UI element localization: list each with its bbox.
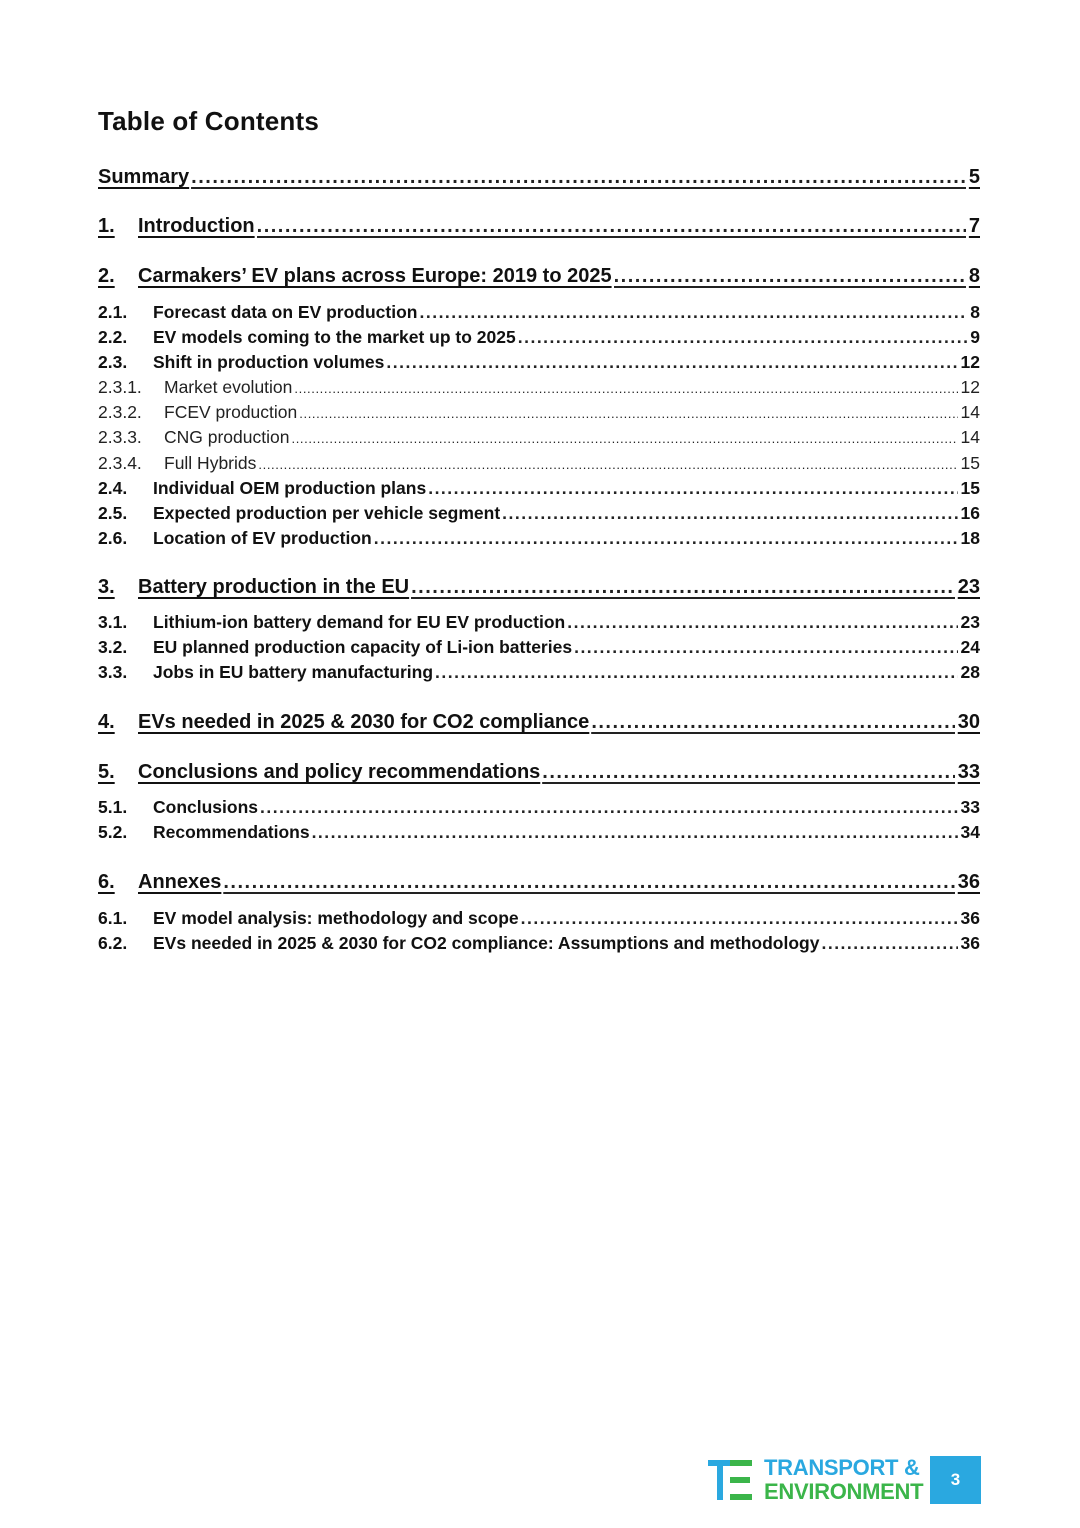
toc-entry-number: 3.2.	[98, 637, 128, 657]
toc-entry[interactable]	[98, 711, 980, 734]
footer-logo	[706, 1456, 923, 1504]
toc-entry-label: Summary	[98, 166, 190, 188]
toc-entry-page: 18	[960, 528, 980, 548]
toc-entry-page: 15	[960, 453, 980, 473]
toc-entry-page: 5	[968, 166, 980, 188]
toc-entry[interactable]	[98, 871, 980, 894]
toc-entry-label: Carmakers’ EV plans across Europe: 2019 to 2025	[138, 265, 612, 287]
toc-entry-number: 6.1.	[98, 908, 128, 928]
toc-entry[interactable]	[98, 797, 980, 818]
toc-entry-number: 2.	[98, 265, 115, 287]
toc-entry-label: Forecast data on EV production	[153, 302, 418, 322]
toc-entry-number: 3.1.	[98, 612, 128, 632]
toc-entry-page: 16	[960, 503, 980, 523]
toc-entry-label: Individual OEM production plans	[153, 478, 427, 498]
toc-entry-page: 23	[957, 576, 980, 598]
toc-entry[interactable]	[98, 427, 980, 448]
toc-entry[interactable]	[98, 402, 980, 423]
toc-entry-page: 36	[960, 933, 980, 953]
dot-leader	[294, 381, 957, 396]
toc-entry[interactable]	[98, 453, 980, 474]
toc-entry-label: EV model analysis: methodology and scope	[153, 908, 519, 928]
toc-entry-page: 34	[960, 822, 980, 842]
toc-entry-number: 5.	[98, 761, 115, 783]
toc-entry-page: 8	[968, 265, 980, 287]
toc-entry[interactable]	[98, 576, 980, 599]
toc-entry-label: Market evolution	[164, 377, 293, 397]
toc-entry-number: 2.1.	[98, 302, 128, 322]
dot-leader	[591, 711, 954, 734]
toc-entry-number: 2.3.4.	[98, 453, 142, 473]
toc-entry-label: Jobs in EU battery manufacturing	[153, 662, 434, 682]
toc-entry-number: 3.	[98, 576, 115, 598]
toc-entry-page: 9	[970, 327, 980, 347]
toc-entry-page: 12	[960, 352, 980, 372]
toc-entry-page: 33	[960, 797, 980, 817]
toc-entry-page: 12	[960, 377, 980, 397]
dot-leader	[567, 612, 957, 633]
toc-entry-page: 24	[960, 637, 980, 657]
toc-entry-label: Conclusions	[153, 797, 259, 817]
dot-leader	[260, 797, 958, 818]
dot-leader	[521, 908, 958, 929]
toc-entry[interactable]	[98, 503, 980, 524]
dot-leader	[291, 431, 957, 446]
toc-entry-label: EVs needed in 2025 & 2030 for CO2 compliance	[138, 711, 590, 733]
toc-entry[interactable]	[98, 302, 980, 323]
toc-entry-label: Recommendations	[153, 822, 310, 842]
toc-entry[interactable]	[98, 612, 980, 633]
toc-entry[interactable]	[98, 377, 980, 398]
toc-entry-number: 5.2.	[98, 822, 128, 842]
toc-entry[interactable]	[98, 528, 980, 549]
toc-entry-label: CNG production	[164, 427, 290, 447]
toc-entry[interactable]	[98, 327, 980, 348]
dot-leader	[299, 406, 957, 421]
dot-leader	[542, 761, 954, 784]
toc-entry[interactable]	[98, 215, 980, 238]
toc-entry-number: 2.3.3.	[98, 427, 142, 447]
toc-entry-number: 5.1.	[98, 797, 128, 817]
toc-entry[interactable]	[98, 265, 980, 288]
dot-leader	[312, 822, 958, 843]
toc-entry-label: Location of EV production	[153, 528, 372, 548]
toc-entry-label: Introduction	[138, 215, 255, 237]
dot-leader	[435, 662, 957, 683]
logo-line-1: TRANSPORT &	[764, 1455, 920, 1480]
toc-entry-page: 28	[960, 662, 980, 682]
toc-entry-number: 6.	[98, 871, 115, 893]
dot-leader	[502, 503, 957, 524]
dot-leader	[428, 478, 957, 499]
te-logo-icon	[706, 1456, 756, 1504]
toc-entry-label: EV models coming to the market up to 2025	[153, 327, 516, 347]
toc-entry-number: 2.2.	[98, 327, 128, 347]
toc-entry-label: FCEV production	[164, 402, 298, 422]
toc-entry[interactable]	[98, 637, 980, 658]
toc-entry-page: 36	[960, 908, 980, 928]
toc-entry[interactable]	[98, 662, 980, 683]
page-number: 3	[930, 1456, 981, 1504]
toc-entry[interactable]	[98, 761, 980, 784]
logo-line-2: ENVIRONMENT	[764, 1479, 924, 1504]
toc-entry-page: 33	[957, 761, 980, 783]
toc-entry-page: 14	[960, 427, 980, 447]
toc-entry-number: 2.6.	[98, 528, 128, 548]
toc-entry-number: 2.5.	[98, 503, 128, 523]
toc-entry[interactable]	[98, 908, 980, 929]
dot-leader	[257, 215, 966, 238]
dot-leader	[374, 528, 958, 549]
dot-leader	[386, 352, 957, 373]
dot-leader	[419, 302, 967, 323]
toc-entry-label: Shift in production volumes	[153, 352, 385, 372]
toc-entry-number: 1.	[98, 215, 115, 237]
toc-entry-number: 6.2.	[98, 933, 128, 953]
dot-leader	[191, 166, 966, 189]
toc-entry-label: Conclusions and policy recommendations	[138, 761, 541, 783]
toc-entry-label: Expected production per vehicle segment	[153, 503, 501, 523]
toc-entry-page: 23	[960, 612, 980, 632]
toc-entry-number: 2.4.	[98, 478, 128, 498]
toc-entry-page: 7	[968, 215, 980, 237]
toc-entry-number: 2.3.	[98, 352, 128, 372]
toc-entry-number: 3.3.	[98, 662, 128, 682]
toc-entry-number: 2.3.2.	[98, 402, 142, 422]
toc-entry-label: EU planned production capacity of Li-ion batteries	[153, 637, 573, 657]
dot-leader	[574, 637, 957, 658]
toc-title: Table of Contents	[98, 106, 320, 136]
toc-entry-page: 36	[957, 871, 980, 893]
toc-entry-page: 15	[960, 478, 980, 498]
toc-entry-page: 8	[970, 302, 980, 322]
toc-entry-number: 4.	[98, 711, 115, 733]
toc-entry[interactable]	[98, 933, 980, 954]
dot-leader	[821, 933, 957, 954]
dot-leader	[614, 265, 966, 288]
dot-leader	[223, 871, 954, 894]
toc-entry[interactable]	[98, 822, 980, 843]
toc-entry-label: Annexes	[138, 871, 222, 893]
logo-wordmark	[764, 1456, 923, 1504]
toc-entry-page: 30	[957, 711, 980, 733]
toc-entry[interactable]	[98, 166, 980, 189]
toc-entry[interactable]	[98, 478, 980, 499]
toc-entry-number: 2.3.1.	[98, 377, 142, 397]
toc-entry-label: Full Hybrids	[164, 453, 257, 473]
toc-entry[interactable]	[98, 352, 980, 373]
dot-leader	[411, 576, 955, 599]
dot-leader	[258, 457, 957, 472]
toc-entry-label: Battery production in the EU	[138, 576, 410, 598]
toc-entry-page: 14	[960, 402, 980, 422]
toc-entry-label: EVs needed in 2025 & 2030 for CO2 compliance: Assumptions and methodology	[153, 933, 820, 953]
dot-leader	[518, 327, 968, 348]
toc-entry-label: Lithium-ion battery demand for EU EV production	[153, 612, 566, 632]
